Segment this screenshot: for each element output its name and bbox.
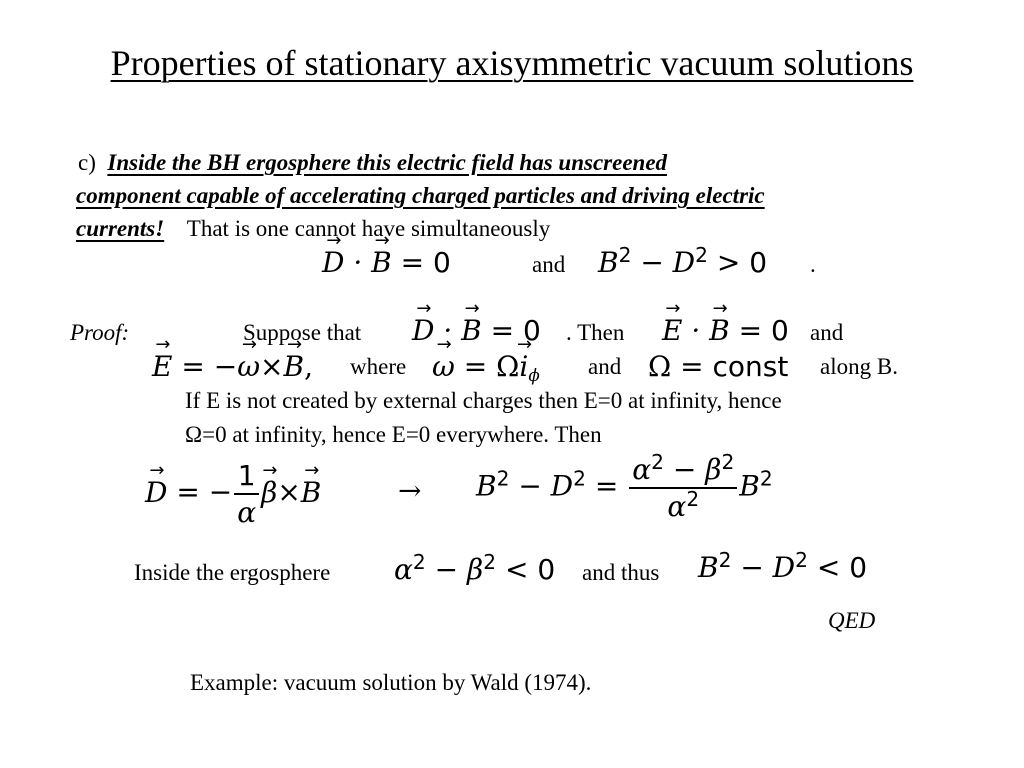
eq-b2-minus-d2-ratio: $B^2 - D^2$ = $\frac{\alpha^2 - \beta^2}{\alpha^2}$ $B^2$ <box>476 449 773 523</box>
eq-omega-const: Ω = const <box>648 350 789 383</box>
proof-label: Proof: <box>70 320 130 345</box>
point-c-statement-2: component capable of accelerating charged particles and driving electric <box>76 183 765 208</box>
eq-dot-product-zero: → D · → B = 0 <box>322 246 451 279</box>
point-c-line1 <box>78 150 667 176</box>
point-c-label: c) <box>78 150 96 175</box>
suppose-text: Suppose that <box>243 320 362 345</box>
point-c-line3 <box>76 216 550 242</box>
period: . <box>810 252 816 277</box>
proof-line-4: Ω=0 at infinity, hence E=0 everywhere. Then <box>185 422 602 447</box>
then-text: . Then <box>566 320 625 345</box>
and-label-2: and <box>810 320 844 345</box>
eq-suppose-dot-zero: → D · → B = 0 <box>412 314 541 347</box>
point-c-line2 <box>76 183 765 209</box>
point-c-statement-1: Inside the BH ergosphere this electric field has unscreened <box>107 150 668 175</box>
eq-e-field: → E = −→ ω×→ B, <box>152 350 313 383</box>
inside-ergosphere-text: Inside the ergosphere <box>134 560 331 585</box>
along-b-text: along B. <box>820 354 898 379</box>
where-text: where <box>350 354 407 379</box>
eq-b2-minus-d2-negative: $B^2 - D^2 < 0$ <box>698 547 868 584</box>
and-thus-text: and thus <box>582 560 660 585</box>
qed-label: QED <box>828 608 876 633</box>
eq-e-dot-b-zero: → E · → B = 0 <box>662 314 789 347</box>
eq-d-field: → D = − $\frac{1}{\alpha}$ → β×→ B <box>145 458 321 530</box>
eq-omega-vector: → $\omega = \Omega\to i_\phi$ <box>432 350 540 383</box>
proof-line-3: If E is not created by external charges then E=0 at infinity, hence <box>185 388 782 413</box>
eq-b2-minus-d2-positive: $B^2 - D^2 > 0$ <box>598 242 768 279</box>
eq-alpha-beta-negative: $\alpha^2 - \beta^2 < 0$ <box>394 549 556 586</box>
page-title: Properties of stationary axisymmetric vacuum solutions <box>110 43 914 83</box>
and-label-3: and <box>588 354 622 379</box>
example-text: Example: vacuum solution by Wald (1974). <box>190 670 592 695</box>
and-label-1: and <box>532 252 566 277</box>
point-c-text: That is one cannot have simultaneously <box>186 216 551 241</box>
implies-arrow: → <box>398 474 422 507</box>
point-c-statement-3: currents! <box>76 216 165 241</box>
